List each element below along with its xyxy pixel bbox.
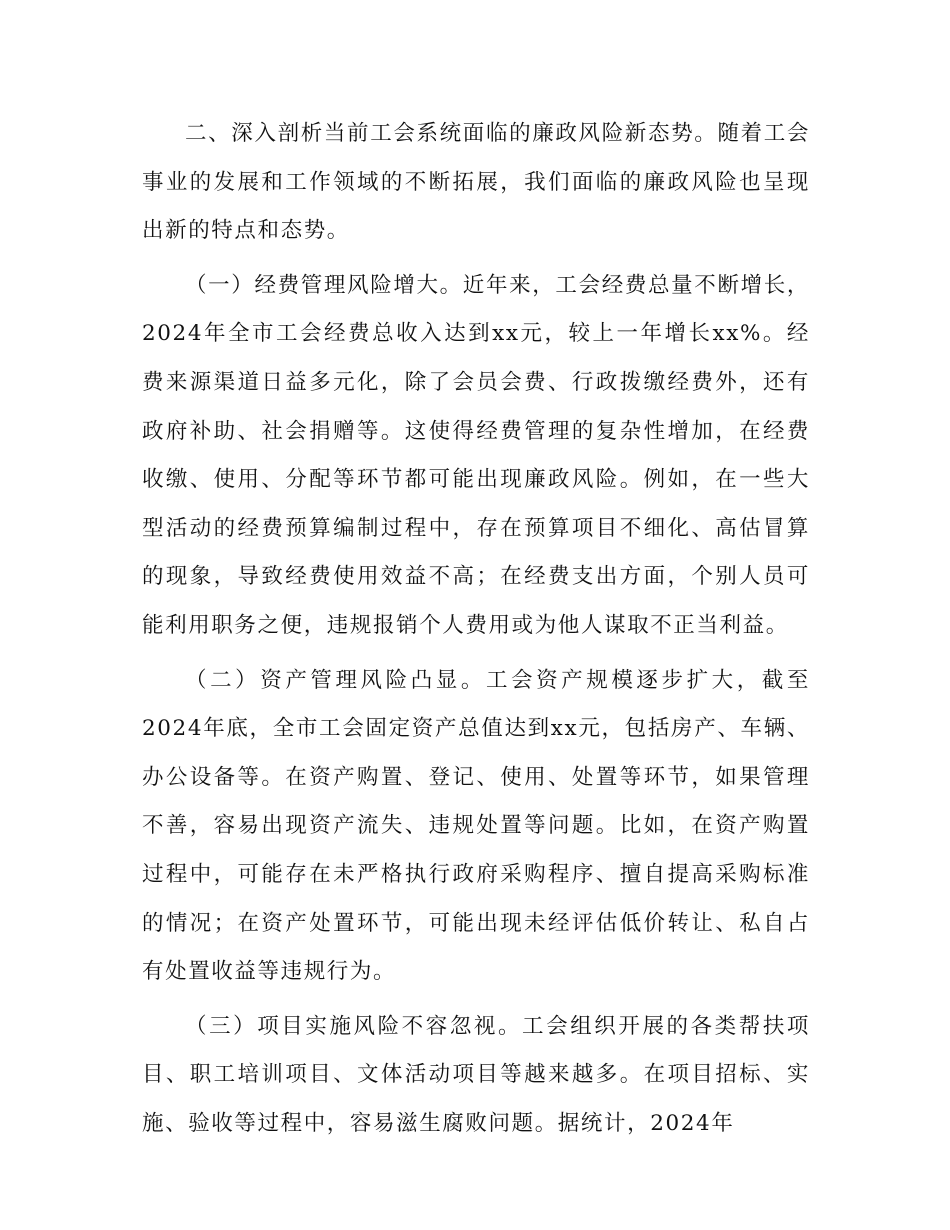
funding-risk-paragraph: （一）经费管理风险增大。近年来，工会经费总量不断增长，2024年全市工会经费总收入达到xx元，较上一年增长xx%。经费来源渠道日益多元化，除了会员会费、行政拨缴经费外，还有政府补助、社会捐赠等。这使得经费管理的复杂性增加，在经费收缴、使用、分配等环节都可能出现廉政风险。例如，在一些大型活动的经费预算编制过程中，存在预算项目不细化、高估冒算的现象，导致经费使用效益不高；在经费支出方面，个别人员可能利用职务之便，违规报销个人费用或为他人谋取不正当利益。 xyxy=(142,272,810,638)
section-two-intro-paragraph: 二、深入剖析当前工会系统面临的廉政风险新态势。随着工会事业的发展和工作领域的不断拓展，我们面临的廉政风险也呈现出新的特点和态势。 xyxy=(142,121,810,244)
asset-risk-paragraph: （二）资产管理风险凸显。工会资产规模逐步扩大，截至2024年底，全市工会固定资产总值达到xx元，包括房产、车辆、办公设备等。在资产购置、登记、使用、处置等环节，如果管理不善，容易出现资产流失、违规处置等问题。比如，在资产购置过程中，可能存在未严格执行政府采购程序、擅自提高采购标准的情况；在资产处置环节，可能出现未经评估低价转让、私自占有处置收益等违规行为。 xyxy=(142,667,810,985)
project-risk-paragraph: （三）项目实施风险不容忽视。工会组织开展的各类帮扶项目、职工培训项目、文体活动项目等越来越多。在项目招标、实施、验收等过程中，容易滋生腐败问题。据统计，2024年 xyxy=(142,1013,810,1136)
document-body xyxy=(142,110,810,1148)
